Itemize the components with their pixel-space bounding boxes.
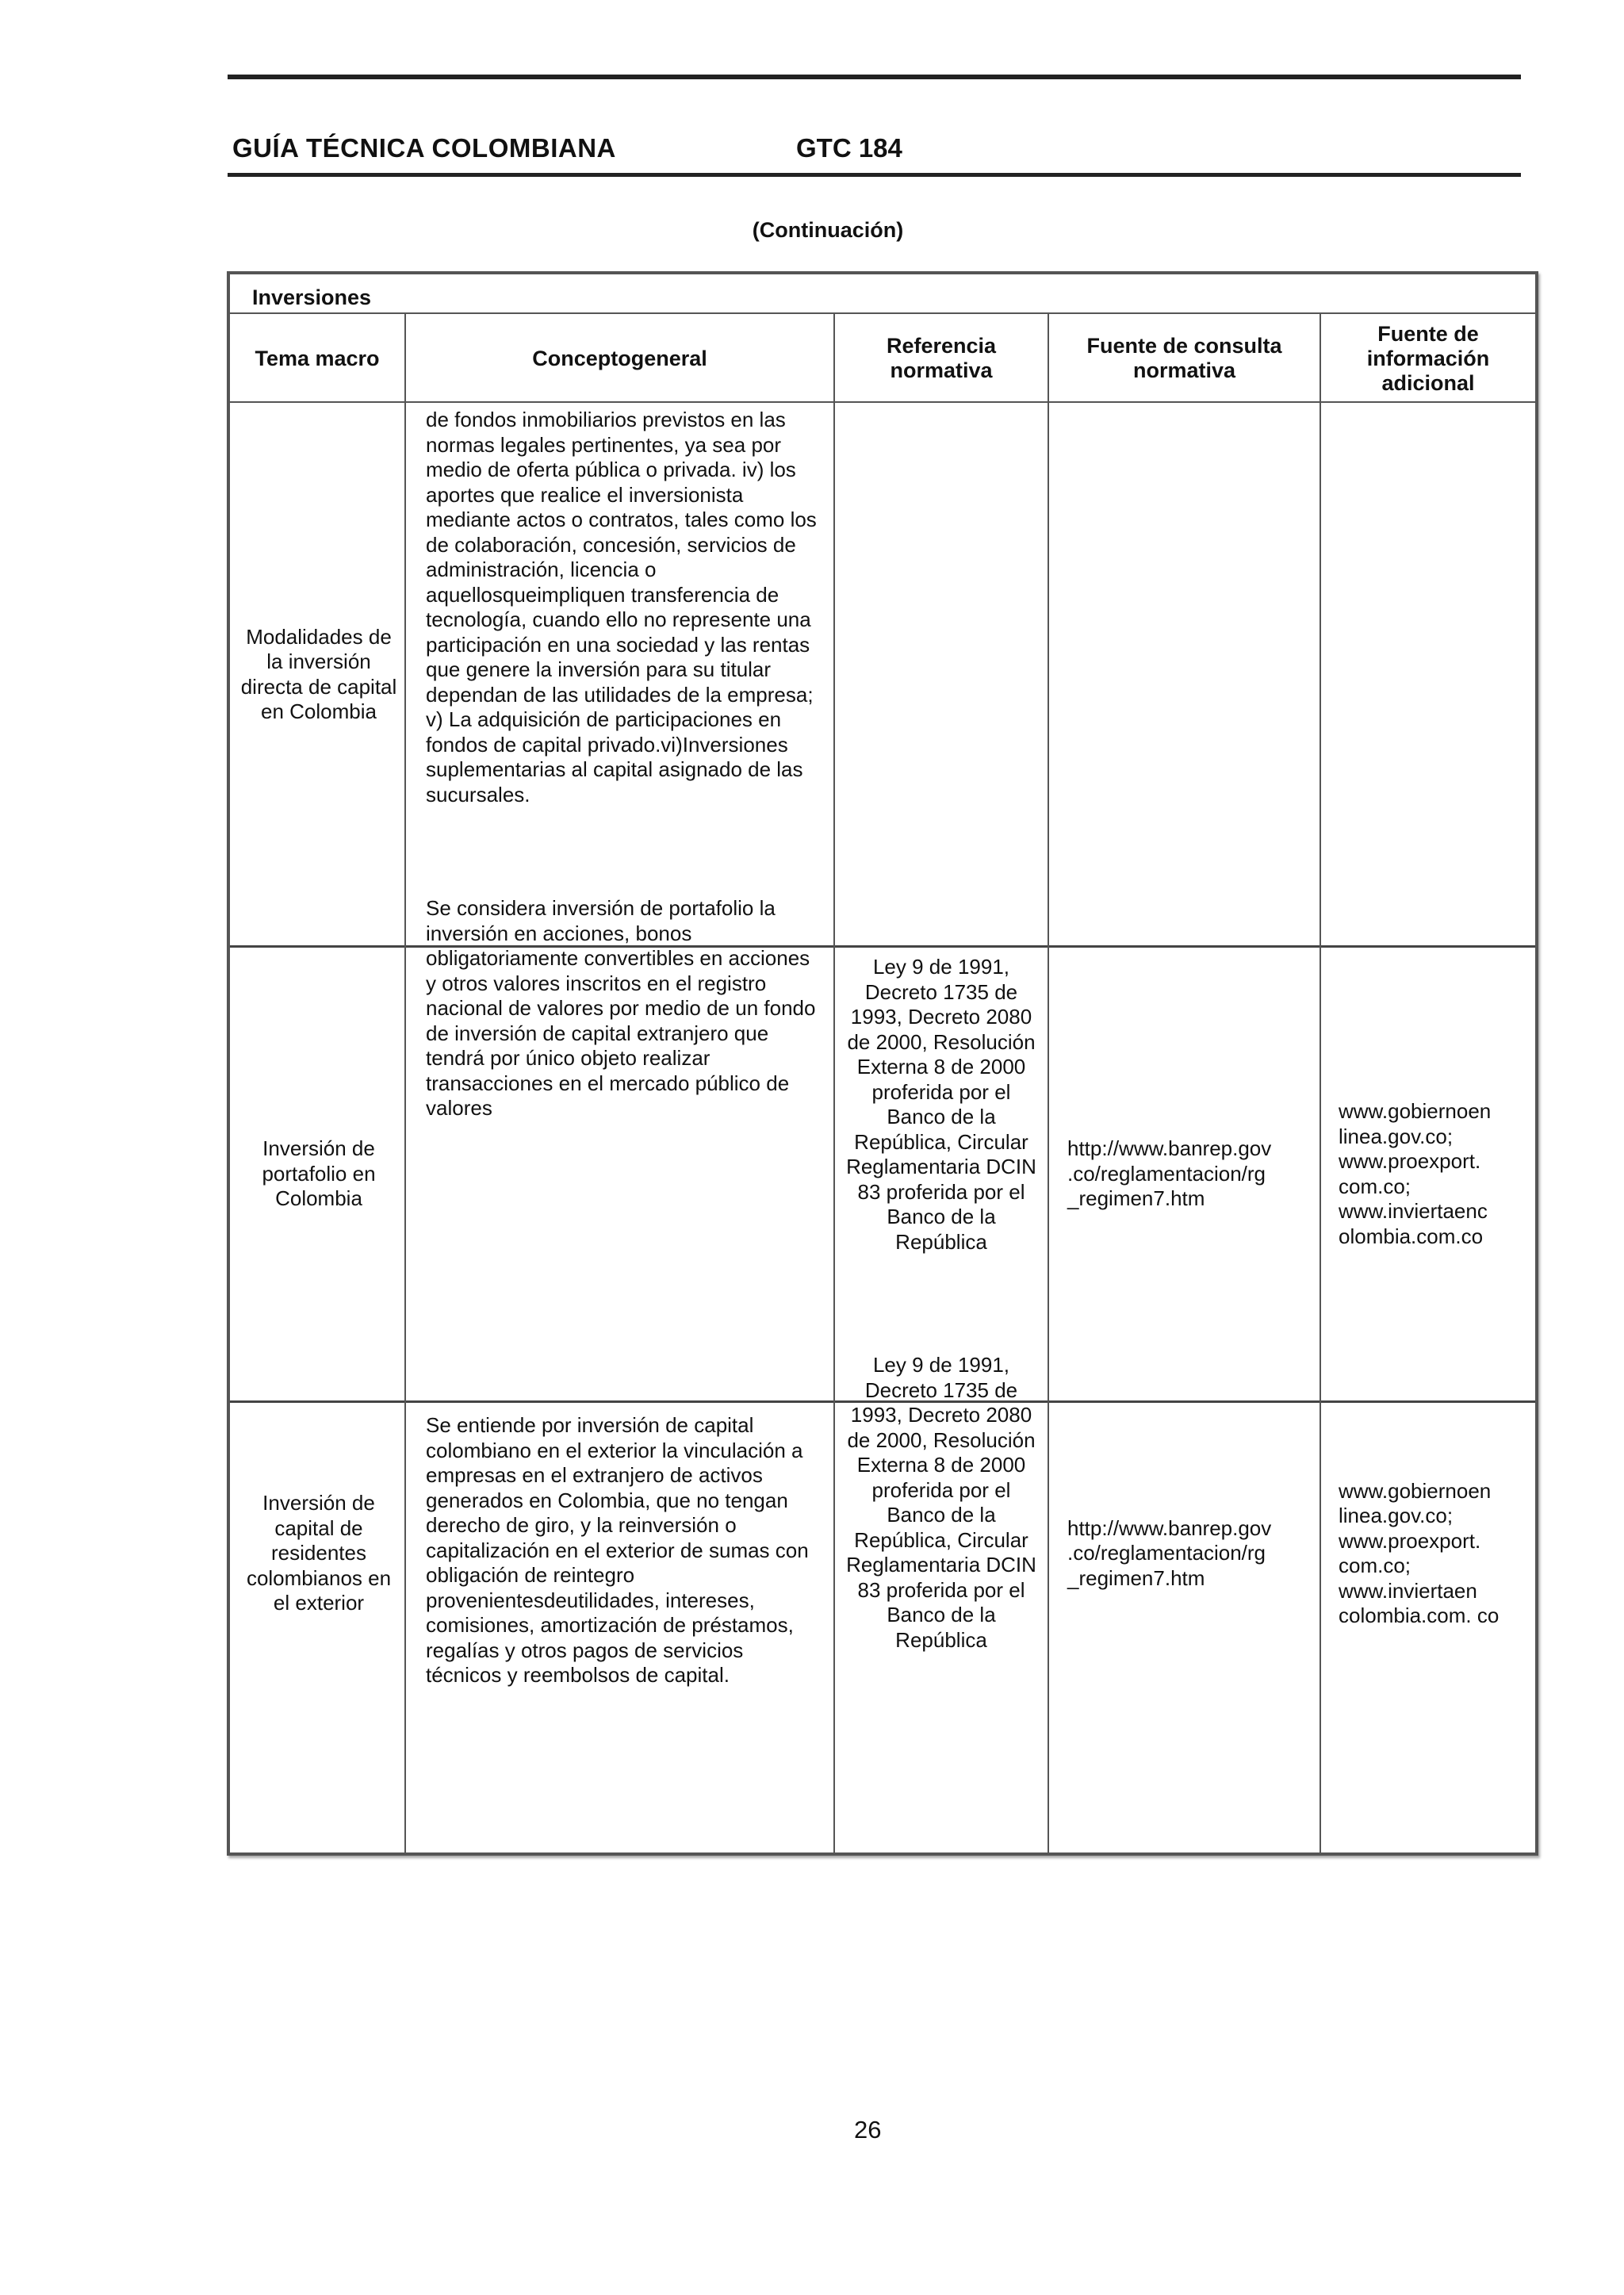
column-divider bbox=[1320, 314, 1321, 1852]
column-divider bbox=[1048, 314, 1049, 1852]
document-title: GUÍA TÉCNICA COLOMBIANA bbox=[232, 133, 616, 163]
column-header-tema: Tema macro bbox=[255, 346, 380, 370]
table-section-label: Inversiones bbox=[252, 285, 372, 309]
column-divider bbox=[833, 314, 835, 1852]
row3-concepto: Se entiende por inversión de capital colombiano en el exterior la vinculación a empresas en el extranjero de activos generados en Colombia, que no tengan derecho de giro, y la reinversión o capitalización en el exterior de sumas con obligación de reintegro provenientesdeutilidades, intereses, comisiones, amortización de préstamos, regalías y otros pagos de servicios técnicos y reembolsos de capital. bbox=[426, 1413, 809, 1687]
row1-concepto: de fondos inmobiliarios previstos en las normas legales pertinentes, ya sea por medio de oferta pública o privada. iv) los aportes que realice el inversionista mediante actos o contratos, tales como los de colaboración, concesión, servicios de administración, licencia o aquellosqueimpliquen transferencia de tecnología, cuando ello no represente una participación en una sociedad y las rentas que genere la inversión para su titular dependan de las utilidades de la empresa; v) La adquisición de participaciones en fondos de capital privado.vi)Inversiones suplementarias al capital asignado de las sucursales. bbox=[426, 408, 817, 807]
row2-adicional: www.gobiernoen linea.gov.co; www.proexport. com.co; www.inviertaenc olombia.com.co bbox=[1339, 1099, 1492, 1248]
header-rule bbox=[228, 173, 1521, 177]
column-header-concepto: Conceptogeneral bbox=[532, 346, 707, 370]
document-header bbox=[232, 133, 1517, 173]
column-header-fuente: Fuente de consulta normativa bbox=[1086, 334, 1282, 382]
document-code: GTC 184 bbox=[796, 133, 902, 163]
column-header-adicional: Fuente de información adicional bbox=[1366, 321, 1490, 395]
top-rule bbox=[228, 75, 1521, 79]
row3-tema: Inversión de capital de residentes colombianos en el exterior bbox=[246, 1491, 392, 1615]
row3-referencia: Ley 9 de 1991, Decreto 1735 de 1993, Decreto 2080 de 2000, Resolución Externa 8 de 2000 proferida por el Banco de la República, Circular Reglamentaria DCIN 83 proferida por el Banco de la República bbox=[846, 1353, 1036, 1652]
investments-table bbox=[227, 271, 1538, 1856]
column-divider bbox=[404, 314, 406, 1852]
row2-tema: Inversión de portafolio en Colombia bbox=[262, 1136, 376, 1211]
column-header-referencia: Referencia normativa bbox=[886, 334, 997, 382]
row2-concepto: Se considera inversión de portafolio la inversión en acciones, bonos obligatoriamente convertibles en acciones y otros valores inscritos en el registro nacional de valores por medio de un fondo de inversión de capital extranjero que tendrá por único objeto realizar transacciones en el mercado público de valores bbox=[426, 896, 816, 1120]
row3-adicional: www.gobiernoen linea.gov.co; www.proexport. com.co; www.inviertaen colombia.com. co bbox=[1339, 1478, 1500, 1627]
header-bottom-line bbox=[230, 401, 1535, 403]
continuation-label: (Continuación) bbox=[752, 218, 904, 242]
row3-fuente: http://www.banrep.gov .co/reglamentacion/rg _regimen7.htm bbox=[1067, 1515, 1272, 1590]
row2-referencia: Ley 9 de 1991, Decreto 1735 de 1993, Decreto 2080 de 2000, Resolución Externa 8 de 2000 proferida por el Banco de la República, Circular Reglamentaria DCIN 83 proferida por el Banco de la República bbox=[846, 955, 1036, 1254]
row2-fuente: http://www.banrep.gov .co/reglamentacion/rg _regimen7.htm bbox=[1067, 1136, 1272, 1211]
header-top-line bbox=[230, 312, 1535, 314]
row1-tema: Modalidades de la inversión directa de capital en Colombia bbox=[240, 624, 397, 723]
page-number: 26 bbox=[854, 2116, 882, 2144]
